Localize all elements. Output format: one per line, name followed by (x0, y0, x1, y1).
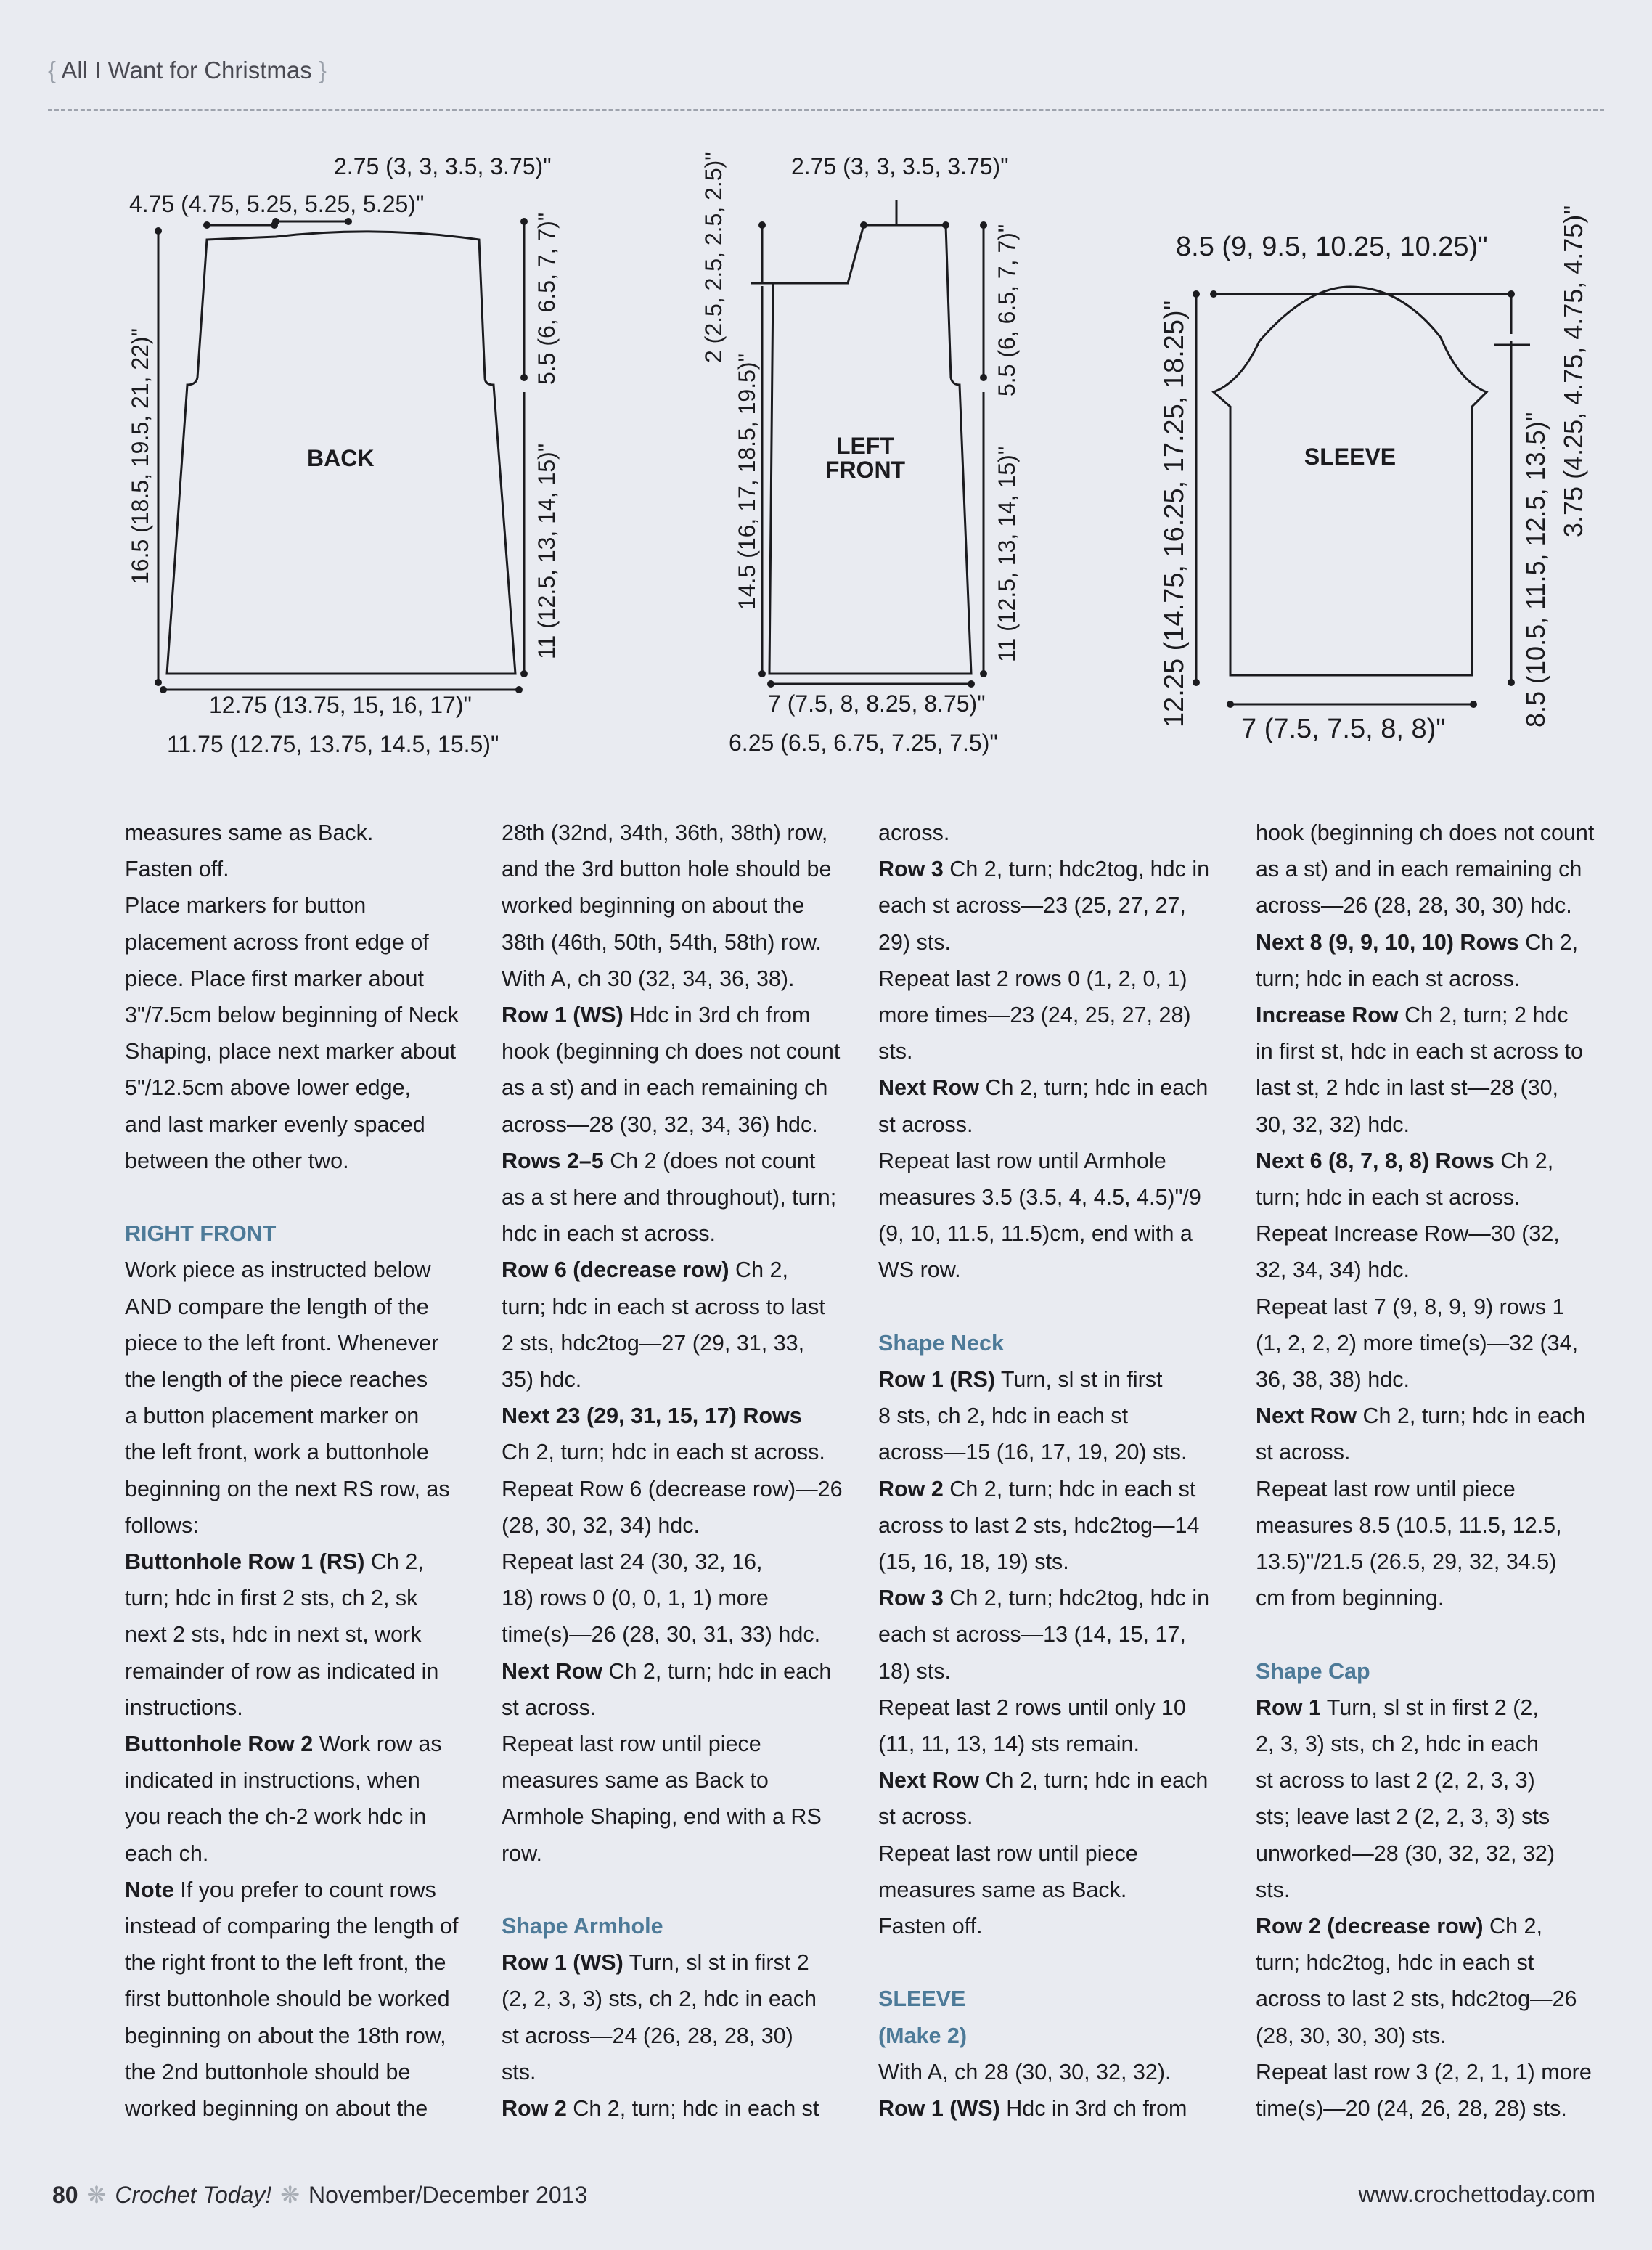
text-line: 38th (46th, 50th, 54th, 58th) row. (502, 929, 822, 955)
back-top-width: 2.75 (3, 3, 3.5, 3.75)" (334, 153, 552, 179)
text-line: measures 8.5 (10.5, 11.5, 12.5, (1256, 1512, 1562, 1538)
text-line (1256, 1398, 1604, 1434)
text-line: piece to the left front. Whenever (125, 1330, 439, 1356)
text-line: Fasten off. (125, 857, 229, 882)
row-label: Row 2 (decrease row) (1256, 1914, 1484, 1939)
row-label: Row 2 (502, 2096, 567, 2121)
text-line: Repeat last row until piece (1256, 1476, 1516, 1501)
text-line: remainder of row as indicated in (125, 1658, 439, 1684)
text-line: st across. (502, 1695, 597, 1720)
text-line: cm from beginning. (1256, 1586, 1444, 1611)
page-footer (52, 2181, 587, 2209)
text-line: Ch 2, turn; hdc in each st across. (502, 1440, 825, 1465)
row-text: Ch 2 (does not count (603, 1148, 816, 1173)
row-text: Ch 2, (729, 1258, 788, 1283)
left-front-shoulder: 2.75 (3, 3, 3.5, 3.75)" (791, 153, 1009, 179)
text-line: 3"/7.5cm below beginning of Neck (125, 1003, 459, 1028)
left-front-label-1: LEFT (836, 433, 894, 459)
text-line: time(s)—26 (28, 30, 31, 33) hdc. (502, 1622, 821, 1647)
text-line: WS row. (878, 1258, 961, 1283)
schematic-diagrams (0, 116, 1652, 806)
column-2 (502, 815, 850, 2127)
text-line: a button placement marker on (125, 1403, 420, 1429)
text-line: sts. (1256, 1877, 1291, 1902)
text-line: measures 3.5 (3.5, 4, 4.5, 4.5)"/9 (878, 1185, 1201, 1210)
sleeve-dims (1159, 205, 1588, 744)
row-label: Next 6 (8, 7, 8, 8) Rows (1256, 1148, 1494, 1173)
sleeve-underarm-length: 8.5 (10.5, 11.5, 12.5, 13.5)" (1521, 412, 1550, 727)
text-line: (28, 30, 30, 30) sts. (1256, 2023, 1447, 2048)
text-line (1256, 924, 1604, 961)
row-label: Next Row (1256, 1403, 1357, 1429)
text-line: Place markers for button (125, 893, 367, 918)
left-front-length: 14.5 (16, 17, 18.5, 19.5)" (734, 354, 760, 610)
row-text: Ch 2, (1494, 1148, 1554, 1173)
left-front-armhole-depth: 5.5 (6, 6.5, 7, 7)" (994, 224, 1020, 396)
text-line: With A, ch 28 (30, 30, 32, 32). (878, 2059, 1171, 2084)
text-line: the left front, work a buttonhole (125, 1440, 429, 1465)
sleeve-outline (1214, 287, 1487, 675)
sleeve-cap-height: 3.75 (4.25, 4.75, 4.75, 4.75)" (1558, 205, 1588, 537)
text-line: measures same as Back. (125, 820, 374, 845)
text-line: indicated in instructions, when (125, 1768, 420, 1793)
text-line: you reach the ch-2 work hdc in (125, 1804, 427, 1830)
back-hem-width: 11.75 (12.75, 13.75, 14.5, 15.5)" (167, 731, 499, 757)
text-line: (11, 11, 13, 14) sts remain. (878, 1732, 1140, 1757)
text-line: (1, 2, 2, 2) more time(s)—32 (34, (1256, 1330, 1579, 1356)
row-text: Ch 2, (364, 1549, 424, 1575)
sleeve-cuff-width: 7 (7.5, 7.5, 8, 8)" (1241, 714, 1446, 744)
text-line: across to last 2 sts, hdc2tog—26 (1256, 1986, 1577, 2012)
text-line: Repeat last 7 (9, 8, 9, 9) rows 1 (1256, 1294, 1565, 1319)
back-label: BACK (307, 445, 375, 471)
text-line: 2, 3, 3) sts, ch 2, hdc in each (1256, 1732, 1539, 1757)
row-label: Row 1 (WS) (502, 1003, 623, 1028)
text-line: Repeat last row until piece (878, 1841, 1138, 1866)
text-line: turn; hdc in first 2 sts, ch 2, sk (125, 1586, 418, 1611)
text-line: sts. (502, 2059, 536, 2084)
text-line: hook (beginning ch does not count (1256, 820, 1595, 845)
text-line (1256, 997, 1604, 1033)
row-text: Turn, sl st in first 2 (2, (1320, 1695, 1539, 1720)
text-line: Shaping, place next marker about (125, 1039, 457, 1064)
text-line: as a st here and throughout), turn; (502, 1185, 837, 1210)
text-line: (15, 16, 18, 19) sts. (878, 1549, 1069, 1575)
row-text: Ch 2, (1518, 929, 1579, 955)
row-text: Ch 2, turn; hdc in each st (943, 1476, 1196, 1501)
text-line (1256, 1908, 1604, 1944)
text-line (502, 1143, 850, 1179)
text-line: between the other two. (125, 1148, 349, 1173)
text-line: follows: (125, 1512, 199, 1538)
sleeve-label: SLEEVE (1304, 444, 1397, 470)
row-label: Buttonhole Row 2 (125, 1732, 314, 1757)
back-dims (127, 153, 560, 757)
text-line: 18) sts. (878, 1658, 952, 1684)
text-line: 5"/12.5cm above lower edge, (125, 1075, 412, 1101)
text-line: st across to last 2 (2, 2, 3, 3) (1256, 1768, 1535, 1793)
row-text: Hdc in 3rd ch from (623, 1003, 811, 1028)
text-line: 35) hdc. (502, 1367, 582, 1393)
text-line: unworked—28 (30, 32, 32, 32) (1256, 1841, 1555, 1866)
text-line: sts; leave last 2 (2, 2, 3, 3) sts (1256, 1804, 1550, 1830)
text-line: sts. (878, 1039, 913, 1064)
row-label: Row 2 (878, 1476, 944, 1501)
sleeve-upper-width: 8.5 (9, 9.5, 10.25, 10.25)" (1176, 232, 1488, 262)
text-line: instructions. (125, 1695, 243, 1720)
text-line (878, 1069, 1227, 1106)
text-line: turn; hdc2tog, hdc in each st (1256, 1950, 1534, 1976)
text-line: measures same as Back. (878, 1877, 1127, 1902)
text-line: 29) sts. (878, 929, 952, 955)
row-label: Next 23 (29, 31, 15, 17) Rows (502, 1403, 802, 1429)
text-line: AND compare the length of the (125, 1294, 429, 1319)
text-line (502, 1252, 850, 1288)
text-line (1256, 1689, 1604, 1726)
text-line: as a st) and in each remaining ch (1256, 857, 1582, 882)
left-front-width: 7 (7.5, 8, 8.25, 8.75)" (768, 690, 986, 717)
page-number: 80 (52, 2182, 78, 2208)
text-line: Repeat Row 6 (decrease row)—26 (502, 1476, 843, 1501)
row-label: Increase Row (1256, 1003, 1399, 1028)
row-text: Hdc in 3rd ch from (999, 2096, 1187, 2121)
text-line: across to last 2 sts, hdc2tog—14 (878, 1512, 1200, 1538)
text-line: placement across front edge of (125, 929, 429, 955)
row-text: Work row as (313, 1732, 442, 1757)
text-line: piece. Place first marker about (125, 966, 424, 991)
left-front-side-length: 11 (12.5, 13, 14, 15)" (994, 446, 1020, 662)
row-label: Next Row (502, 1658, 602, 1684)
text-line: worked beginning on about the (502, 893, 805, 918)
column-3 (878, 815, 1227, 2127)
section-heading-right-front: RIGHT FRONT (125, 1221, 277, 1247)
text-line (502, 1944, 850, 1981)
text-line: Repeat last 2 rows 0 (1, 2, 0, 1) (878, 966, 1187, 991)
section-subheading-make-2: (Make 2) (878, 2023, 968, 2048)
back-chest-width: 12.75 (13.75, 15, 16, 17)" (209, 692, 472, 718)
row-text: Ch 2, turn; 2 hdc (1398, 1003, 1569, 1028)
section-heading-shape-armhole: Shape Armhole (502, 1914, 663, 1939)
row-text: Ch 2, turn; hdc in each st (566, 2096, 819, 2121)
row-text: Ch 2, turn; hdc in each (602, 1658, 832, 1684)
text-line: each st across—23 (25, 27, 27, (878, 893, 1186, 918)
row-label: Next Row (878, 1075, 979, 1101)
issue-date: November/December 2013 (308, 2182, 588, 2208)
left-front-label-2: FRONT (825, 457, 906, 483)
text-line: Repeat last 2 rows until only 10 (878, 1695, 1186, 1720)
text-line (502, 2090, 850, 2127)
text-line: Repeat Increase Row—30 (32, (1256, 1221, 1560, 1247)
text-line: (9, 10, 11.5, 11.5)cm, end with a (878, 1221, 1193, 1247)
row-label: Next 8 (9, 9, 10, 10) Rows (1256, 929, 1519, 955)
row-text: Turn, sl st in first 2 (623, 1950, 809, 1976)
row-label: Rows 2–5 (502, 1148, 604, 1173)
header-divider (48, 109, 1604, 111)
row-text: Ch 2, turn; hdc in each (1356, 1403, 1586, 1429)
text-line: 13.5)"/21.5 (26.5, 29, 32, 34.5) (1256, 1549, 1557, 1575)
text-line: turn; hdc in each st across to last (502, 1294, 825, 1319)
text-line: 2 sts, hdc2tog—27 (29, 31, 33, (502, 1330, 805, 1356)
text-line: and last marker evenly spaced (125, 1112, 425, 1137)
left-front-neck-depth: 2 (2.5, 2.5, 2.5, 2.5)" (700, 152, 727, 363)
text-line: last st, 2 hdc in last st—28 (30, (1256, 1075, 1559, 1101)
bullet-icon: ❋ (86, 2182, 107, 2208)
text-line: worked beginning on about the (125, 2096, 428, 2121)
text-line: Fasten off. (878, 1914, 983, 1939)
row-text: Ch 2, turn; hdc in each (978, 1768, 1209, 1793)
text-line (1256, 1143, 1604, 1179)
section-title: All I Want for Christmas (61, 57, 312, 83)
row-text: Ch 2, turn; hdc2tog, hdc in (943, 1586, 1210, 1611)
text-line: each st across—13 (14, 15, 17, (878, 1622, 1186, 1647)
text-line: st across. (878, 1112, 973, 1137)
text-line (125, 1544, 473, 1580)
left-front-hem-width: 6.25 (6.5, 6.75, 7.25, 7.5)" (729, 730, 998, 756)
row-label: Row 3 (878, 857, 944, 882)
text-line: more times—23 (24, 25, 27, 28) (878, 1003, 1191, 1028)
text-line: the 2nd buttonhole should be (125, 2059, 411, 2084)
back-armhole-depth: 5.5 (6, 6.5, 7, 7)" (533, 212, 560, 385)
row-label: Row 6 (decrease row) (502, 1258, 729, 1283)
text-line (878, 851, 1227, 887)
text-line: beginning on the next RS row, as (125, 1476, 450, 1501)
text-line: st across. (1256, 1440, 1351, 1465)
text-line: Work piece as instructed below (125, 1258, 431, 1283)
text-line: Repeat last row 3 (2, 2, 1, 1) more (1256, 2059, 1592, 2084)
text-line: Repeat last row until piece (502, 1732, 761, 1757)
text-line: Repeat last row until Armhole (878, 1148, 1166, 1173)
text-line: each ch. (125, 1841, 209, 1866)
text-line: turn; hdc in each st across. (1256, 966, 1521, 991)
text-line: across. (878, 820, 950, 845)
text-line (502, 1398, 850, 1434)
text-line: beginning on about the 18th row, (125, 2023, 446, 2048)
column-4 (1256, 815, 1604, 2127)
row-label: Next Row (878, 1768, 979, 1793)
text-line: in first st, hdc in each st across to (1256, 1039, 1583, 1064)
text-line: 28th (32nd, 34th, 36th, 38th) row, (502, 820, 828, 845)
back-total-length: 16.5 (18.5, 19.5, 21, 22)" (127, 328, 153, 584)
bullet-icon: ❋ (280, 2182, 300, 2208)
text-line: With A, ch 30 (32, 34, 36, 38). (502, 966, 795, 991)
text-line: instead of comparing the length of (125, 1914, 459, 1939)
row-text: Ch 2, turn; hdc in each (978, 1075, 1209, 1101)
row-label: Buttonhole Row 1 (RS) (125, 1549, 365, 1575)
section-heading-shape-neck: Shape Neck (878, 1330, 1004, 1356)
text-line: 8 sts, ch 2, hdc in each st (878, 1403, 1129, 1429)
text-line: st across. (878, 1804, 973, 1830)
text-line: the length of the piece reaches (125, 1367, 428, 1393)
text-line: hook (beginning ch does not count (502, 1039, 841, 1064)
text-line: 18) rows 0 (0, 0, 1, 1) more (502, 1586, 769, 1611)
text-line: across—26 (28, 28, 30, 30) hdc. (1256, 893, 1572, 918)
text-line (878, 1580, 1227, 1616)
text-line: (28, 30, 32, 34) hdc. (502, 1512, 700, 1538)
text-line: row. (502, 1841, 542, 1866)
row-label: Row 3 (878, 1586, 944, 1611)
pattern-columns (125, 815, 1606, 2136)
section-heading-sleeve: SLEEVE (878, 1986, 966, 2012)
back-side-length: 11 (12.5, 13, 14, 15)" (533, 443, 560, 659)
text-line (502, 997, 850, 1033)
row-text: Ch 2, turn; hdc2tog, hdc in (943, 857, 1210, 882)
text-line: 32, 34, 34) hdc. (1256, 1258, 1410, 1283)
row-label: Row 1 (WS) (502, 1950, 623, 1976)
section-heading-shape-cap: Shape Cap (1256, 1658, 1370, 1684)
row-text: Turn, sl st in first (994, 1367, 1163, 1393)
text-line: st across—24 (26, 28, 28, 30) (502, 2023, 793, 2048)
sleeve-total-length: 12.25 (14.75, 16.25, 17.25, 18.25)" (1159, 300, 1190, 727)
magazine-name: Crochet Today! (115, 2182, 272, 2208)
website-url[interactable]: www.crochettoday.com (1358, 2181, 1595, 2207)
sleeve-schematic (1196, 287, 1530, 704)
row-label: Row 1 (RS) (878, 1367, 995, 1393)
text-line: next 2 sts, hdc in next st, work (125, 1622, 422, 1647)
column-1 (125, 815, 473, 2127)
text-line: (2, 2, 3, 3) sts, ch 2, hdc in each (502, 1986, 817, 2012)
row-text: Ch 2, (1483, 1914, 1542, 1939)
text-line: the right front to the left front, the (125, 1950, 446, 1976)
text-line (878, 2090, 1227, 2127)
text-line: 36, 38, 38) hdc. (1256, 1367, 1410, 1393)
text-line (502, 1653, 850, 1689)
text-line: Repeat last 24 (30, 32, 16, (502, 1549, 763, 1575)
note-label: Note (125, 1877, 174, 1902)
text-line: and the 3rd button hole should be (502, 857, 832, 882)
text-line: hdc in each st across. (502, 1221, 716, 1247)
section-tab: { All I Want for Christmas } (48, 57, 327, 83)
text-line: 30, 32, 32) hdc. (1256, 1112, 1410, 1137)
text-line: across—15 (16, 17, 19, 20) sts. (878, 1440, 1187, 1465)
row-label: Row 1 (1256, 1695, 1321, 1720)
row-text: If you prefer to count rows (173, 1877, 436, 1902)
text-line: as a st) and in each remaining ch (502, 1075, 828, 1101)
text-line (125, 1726, 473, 1762)
row-label: Row 1 (WS) (878, 2096, 1000, 2121)
text-line: Armhole Shaping, end with a RS (502, 1804, 822, 1830)
text-line: first buttonhole should be worked (125, 1986, 450, 2012)
text-line: turn; hdc in each st across. (1256, 1185, 1521, 1210)
text-line: time(s)—20 (24, 26, 28, 28) sts. (1256, 2096, 1567, 2121)
back-shoulder: 4.75 (4.75, 5.25, 5.25, 5.25)" (129, 191, 425, 217)
text-line: measures same as Back to (502, 1768, 769, 1793)
text-line (878, 1361, 1227, 1398)
text-line (125, 1872, 473, 1908)
text-line: across—28 (30, 32, 34, 36) hdc. (502, 1112, 818, 1137)
text-line (878, 1762, 1227, 1798)
text-line (878, 1471, 1227, 1507)
